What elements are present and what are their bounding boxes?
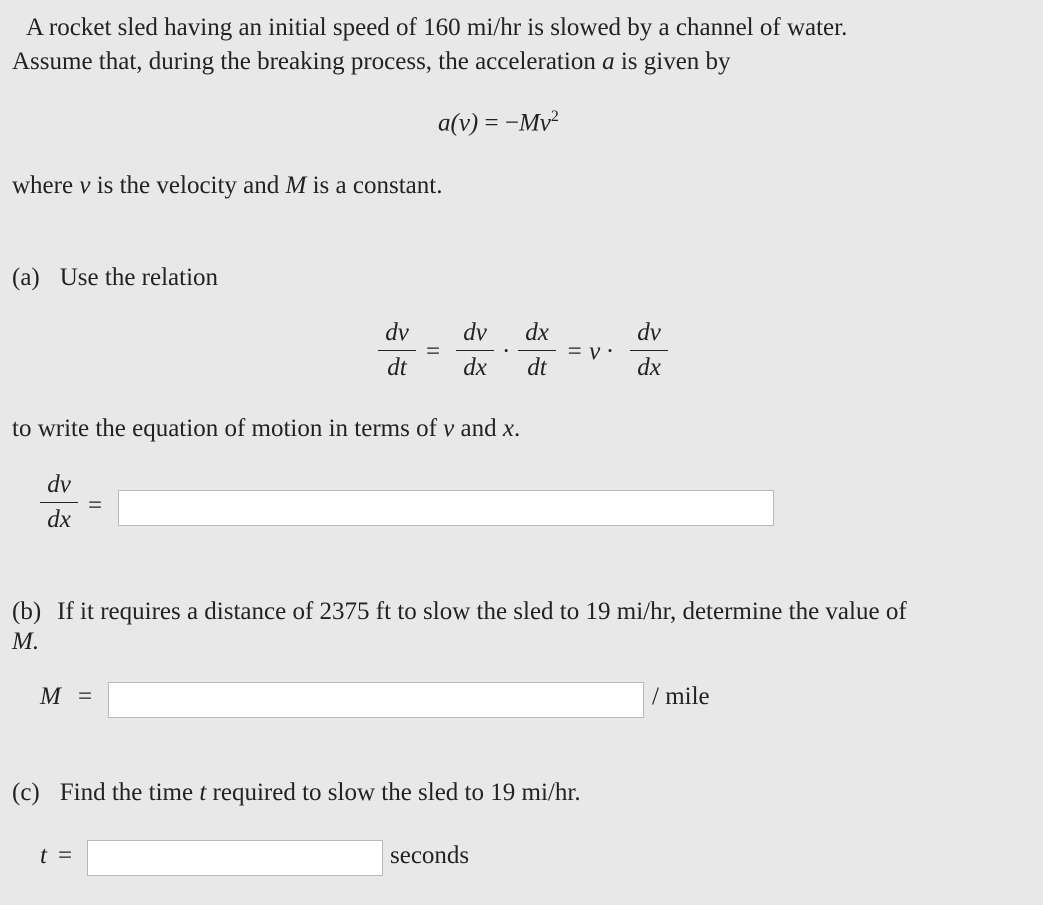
part-a-text: Use the relation: [59, 264, 219, 291]
where-text: where: [12, 172, 80, 199]
instruction-and: and: [454, 415, 503, 442]
part-a-heading: [12, 264, 218, 292]
fraction-denominator: dt: [387, 354, 407, 381]
fraction-dv-dx: [456, 318, 494, 383]
part-b-text-mid: ft to slow the sled to: [369, 598, 586, 625]
equation-lhs: a(v): [438, 109, 479, 137]
intro-line-1: [26, 14, 847, 42]
answer-a-equals: =: [88, 492, 103, 519]
part-a-answer-input[interactable]: [118, 490, 774, 526]
equation-equals: = −: [478, 109, 519, 137]
part-c-speed-value: 19: [490, 779, 516, 806]
part-c-text-mid: required to slow the sled to: [206, 779, 491, 806]
acceleration-variable: a: [602, 48, 615, 75]
fraction-numerator: dv: [463, 319, 487, 346]
velocity-variable: v: [79, 172, 91, 199]
acceleration-equation: [438, 108, 559, 137]
part-c-answer-input[interactable]: [87, 840, 383, 876]
time-variable: t: [199, 779, 207, 806]
answer-c-lhs: t: [40, 842, 47, 869]
fraction-numerator: dv: [637, 319, 661, 346]
intro-text-end: is slowed by a channel of water.: [521, 14, 848, 41]
instruction-v: v: [443, 415, 455, 442]
instruction-text: to write the equation of motion in terms of: [12, 415, 444, 442]
relation-equals-1: =: [426, 338, 441, 365]
initial-speed-value: 160: [423, 14, 461, 41]
intro-text-2: Assume that, during the breaking process, the acceleration: [12, 48, 603, 75]
fraction-numerator: dv: [47, 471, 71, 498]
part-a-instruction: [12, 415, 520, 443]
instruction-period: .: [514, 415, 521, 442]
answer-c-equals: =: [58, 842, 73, 869]
equation-rhs: Mv: [518, 109, 551, 137]
part-b-heading: [12, 598, 907, 626]
intro-line-2: [12, 48, 731, 76]
part-b-text: If it requires a distance of: [57, 598, 320, 625]
fraction-denominator: dt: [527, 354, 547, 381]
fraction-denominator: dx: [637, 354, 661, 381]
part-c-text-end: .: [574, 779, 581, 806]
answer-b-unit: / mile: [652, 683, 710, 710]
answer-b-lhs: M: [40, 683, 61, 710]
relation-dot: ·: [502, 338, 511, 365]
distance-value: 2375: [319, 598, 370, 625]
fraction-denominator: dx: [463, 354, 487, 381]
target-speed-unit: mi/hr: [610, 598, 670, 625]
constant-variable: M: [285, 172, 307, 199]
part-c-label: (c): [12, 779, 40, 806]
answer-c-unit: seconds: [390, 842, 470, 869]
part-a-label: (a): [12, 264, 40, 291]
part-b-text-line-2: M.: [12, 628, 40, 655]
intro-text: A rocket sled having an initial speed of: [26, 14, 424, 41]
fraction-dv-dt: [378, 318, 416, 383]
initial-speed-unit: mi/hr: [460, 14, 522, 41]
relation-equals-v: = v ·: [566, 338, 613, 365]
part-b-label: (b): [12, 598, 42, 625]
equation-exponent: 2: [550, 108, 559, 125]
fraction-dv-dx-2: [630, 318, 668, 383]
fraction-denominator: dx: [47, 506, 71, 533]
answer-b-equals: =: [78, 683, 93, 710]
part-c-speed-unit: mi/hr: [515, 779, 575, 806]
part-c-text: Find the time: [59, 779, 200, 806]
part-c-heading: [12, 779, 581, 807]
part-b-text-end: , determine the value of: [669, 598, 907, 625]
answer-a-lhs-fraction: [40, 470, 78, 535]
target-speed-value: 19: [585, 598, 611, 625]
instruction-x: x: [502, 415, 514, 442]
where-text-mid: is the velocity and: [90, 172, 286, 199]
fraction-numerator: dv: [385, 319, 409, 346]
part-b-answer-input[interactable]: [108, 682, 644, 718]
fraction-dx-dt: [518, 318, 556, 383]
intro-text-2-end: is given by: [614, 48, 731, 75]
where-text-end: is a constant.: [306, 172, 443, 199]
fraction-numerator: dx: [525, 319, 549, 346]
where-line: [12, 172, 442, 200]
